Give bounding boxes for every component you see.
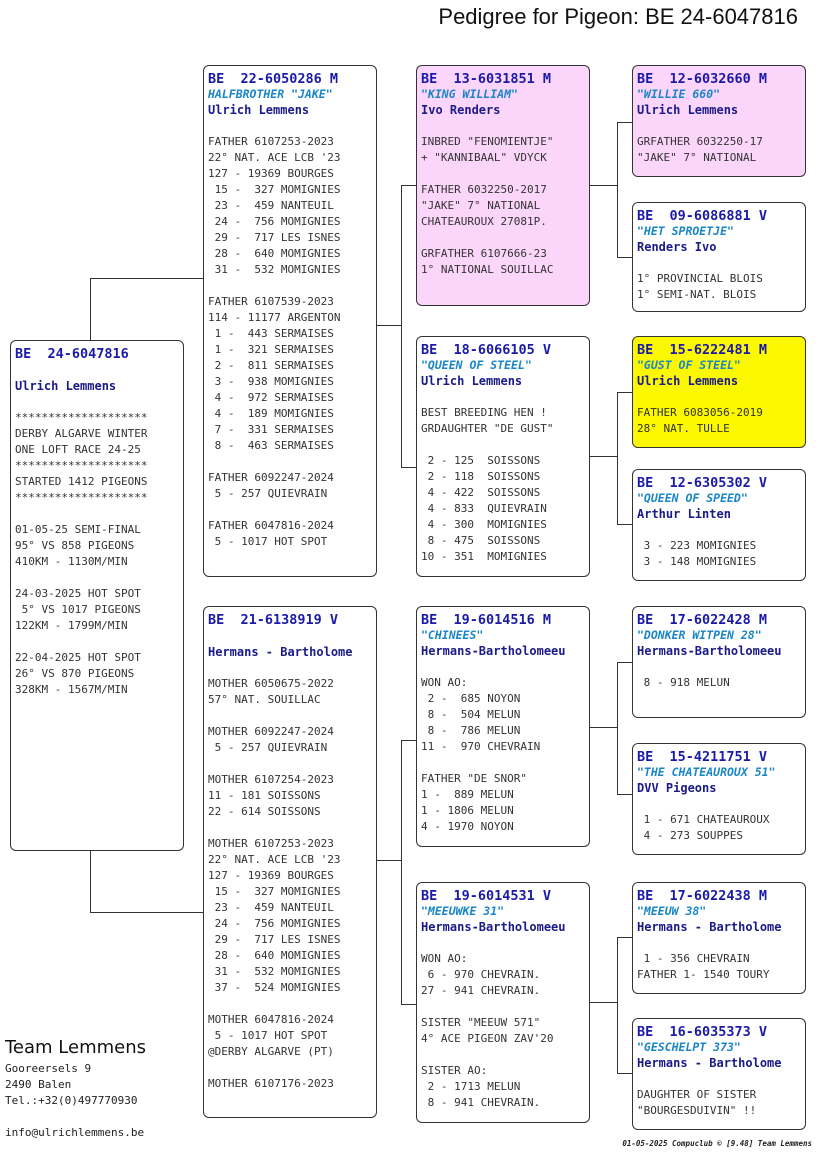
pigeon-info: 8 - 918 MELUN <box>643 676 730 689</box>
page-title: Pedigree for Pigeon: BE 24-6047816 <box>438 4 798 29</box>
footer-credit: 01-05-2025 Compuclub © [9.48] Team Lemmens <box>622 1139 812 1148</box>
maternal-grandmother-card[interactable] <box>416 882 590 1123</box>
connector-line <box>377 860 401 861</box>
connector-line <box>401 467 417 468</box>
pigeon-info: GRFATHER 6032250-17 "JAKE" 7° NATIONAL <box>637 135 763 164</box>
connector-line <box>401 185 417 186</box>
ring-number: BE 21-6138919 V <box>208 612 339 628</box>
connector-line <box>617 1073 633 1074</box>
owner-name: Hermans-Bartholomeeu <box>421 644 566 658</box>
pigeon-info: ******************** DERBY ALGARVE WINTER ONE LOFT RACE 24-25 ******************** STARTED 1412 PIGEONS ******************** 01-05-25 SEMI-FINAL 95° VS 858 PIGEONS 410KM - 1130M/MIN 24-03-2025 HOT SPOT 5° VS 1017 PIGEONS 122KM - 1799M/MIN 22-04-2025 HOT SPOT 26° VS 870 PIGEONS 328KM - 1567M/MIN <box>15 411 148 696</box>
ring-number: BE 15-6222481 M <box>637 342 768 358</box>
connector-line <box>401 185 402 467</box>
connector-line <box>617 662 633 663</box>
pigeon-info: DAUGHTER OF SISTER "BOURGESDUIVIN" !! <box>637 1088 757 1117</box>
ring-number: BE 16-6035373 V <box>637 1024 768 1040</box>
pigeon-info: WON AO: 6 - 970 CHEVRAIN. 27 - 941 CHEVRAIN. SISTER "MEEUW 571" 4° ACE PIGEON ZAV'20 SISTER AO: 2 - 1713 MELUN 8 - 941 CHEVRAIN. <box>421 952 554 1109</box>
nickname: "QUEEN OF STEEL" <box>421 358 532 372</box>
team-street: Gooreersels 9 <box>5 1062 92 1075</box>
connector-line <box>90 278 91 340</box>
ring-number: BE 19-6014516 M <box>421 612 552 628</box>
owner-name: Ulrich Lemmens <box>421 374 523 388</box>
pigeon-info: BEST BREEDING HEN ! GRDAUGHTER "DE GUST" 2 - 125 SOISSONS 2 - 118 SOISSONS 4 - 422 SOISSONS 4 - 833 QUIEVRAIN 4 - 300 MOMIGNIES 8 - 475 SOISSONS 10 - 351 MOMIGNIES <box>421 406 554 563</box>
ring-number: BE 13-6031851 M <box>421 71 552 87</box>
connector-line <box>401 740 417 741</box>
nickname: "GUST OF STEEL" <box>637 358 741 372</box>
owner-name: Ulrich Lemmens <box>637 374 739 388</box>
owner-name: Hermans-Bartholomeeu <box>637 644 782 658</box>
connector-line <box>617 662 618 794</box>
great-grandparent-card[interactable] <box>632 202 806 312</box>
connector-line <box>90 912 204 913</box>
ring-number: BE 17-6022428 M <box>637 612 768 628</box>
owner-name: Ulrich Lemmens <box>15 379 117 393</box>
pigeon-info: 1 - 671 CHATEAUROUX 4 - 273 SOUPPES <box>643 813 770 842</box>
connector-line <box>617 937 618 1073</box>
owner-name: Hermans - Bartholome <box>637 920 782 934</box>
team-city: 2490 Balen <box>5 1078 72 1091</box>
great-grandparent-card[interactable] <box>632 743 806 855</box>
mother-card[interactable] <box>203 606 377 1118</box>
team-email[interactable]: info@ulrichlemmens.be <box>5 1126 145 1139</box>
connector-line <box>617 794 633 795</box>
team-phone: Tel.:+32(0)497770930 <box>5 1094 138 1107</box>
ring-number: BE 19-6014531 V <box>421 888 552 904</box>
connector-line <box>590 727 617 728</box>
owner-name: Ulrich Lemmens <box>637 103 739 117</box>
father-card[interactable] <box>203 65 377 577</box>
connector-line <box>617 937 633 938</box>
paternal-grandfather-card[interactable] <box>416 65 590 306</box>
owner-name: Ivo Renders <box>421 103 501 117</box>
paternal-grandmother-card[interactable] <box>416 336 590 577</box>
ring-number: BE 15-4211751 V <box>637 749 768 765</box>
team-name: Team Lemmens <box>5 1037 147 1058</box>
nickname: "GESCHELPT 373" <box>637 1040 741 1054</box>
nickname: "DONKER WITPEN 28" <box>637 628 762 642</box>
pigeon-info: 1 - 356 CHEVRAIN FATHER 1- 1540 TOURY <box>637 952 770 981</box>
connector-line <box>590 1002 617 1003</box>
pigeon-info: 1° PROVINCIAL BLOIS 1° SEMI-NAT. BLOIS <box>637 272 763 301</box>
owner-name: Renders Ivo <box>637 240 717 254</box>
pigeon-info: WON AO: 2 - 685 NOYON 8 - 504 MELUN 8 - 786 MELUN 11 - 970 CHEVRAIN FATHER "DE SNOR" 1 - 889 MELUN 1 - 1806 MELUN 4 - 1970 NOYON <box>421 676 541 833</box>
pigeon-info: FATHER 6083056-2019 28° NAT. TULLE <box>637 406 763 435</box>
connector-line <box>377 325 401 326</box>
nickname: "HET SPROETJE" <box>637 224 734 238</box>
nickname: "THE CHATEAUROUX 51" <box>637 765 776 779</box>
nickname: "WILLIE 660" <box>637 87 721 101</box>
owner-name: Ulrich Lemmens <box>208 103 310 117</box>
pigeon-info: INBRED "FENOMIENTJE" + "KANNIBAAL" VDYCK FATHER 6032250-2017 "JAKE" 7° NATIONAL CHATEAUROUX 27081P. GRFATHER 6107666-23 1° NATIONAL SOUILLAC <box>421 135 554 276</box>
great-grandparent-card[interactable] <box>632 336 806 448</box>
owner-name: Hermans-Bartholomeeu <box>421 920 566 934</box>
pigeon-info: 3 - 223 MOMIGNIES 3 - 148 MOMIGNIES <box>643 539 757 568</box>
connector-line <box>401 740 402 1004</box>
connector-line <box>590 185 617 186</box>
connector-line <box>90 278 204 279</box>
great-grandparent-card[interactable] <box>632 606 806 718</box>
nickname: HALFBROTHER "JAKE" <box>208 87 333 101</box>
ring-number: BE 12-6305302 V <box>637 475 768 491</box>
ring-number: BE 17-6022438 M <box>637 888 768 904</box>
nickname: "MEEUWKE 31" <box>421 904 505 918</box>
maternal-grandfather-card[interactable] <box>416 606 590 847</box>
connector-line <box>617 122 618 257</box>
nickname: "CHINEES" <box>421 628 484 642</box>
great-grandparent-card[interactable] <box>632 882 806 994</box>
ring-number: BE 24-6047816 <box>15 346 129 362</box>
connector-line <box>617 122 633 123</box>
connector-line <box>617 392 618 524</box>
great-grandparent-card[interactable] <box>632 65 806 177</box>
connector-line <box>617 524 633 525</box>
owner-name: Hermans - Bartholome <box>208 645 353 659</box>
ring-number: BE 12-6032660 M <box>637 71 768 87</box>
connector-line <box>590 456 617 457</box>
nickname: "KING WILLIAM" <box>421 87 518 101</box>
nickname: "QUEEN OF SPEED" <box>637 491 748 505</box>
owner-name: Hermans - Bartholome <box>637 1056 782 1070</box>
nickname: "MEEUW 38" <box>637 904 707 918</box>
owner-name: DVV Pigeons <box>637 781 717 795</box>
ring-number: BE 18-6066105 V <box>421 342 552 358</box>
connector-line <box>617 257 633 258</box>
ring-number: BE 22-6050286 M <box>208 71 339 87</box>
great-grandparent-card[interactable] <box>632 469 806 581</box>
subject-pigeon-card[interactable] <box>10 340 184 851</box>
connector-line <box>401 1004 417 1005</box>
pigeon-info: MOTHER 6050675-2022 57° NAT. SOUILLAC MOTHER 6092247-2024 5 - 257 QUIEVRAIN MOTHER 6107254-2023 11 - 181 SOISSONS 22 - 614 SOISSONS MOTHER 6107253-2023 22° NAT. ACE LCB '23 127 - 19369 BOURGES 15 - 327 MOMIGNIES 23 - 459 NANTEUIL 24 - 756 MOMIGNIES 29 - 717 LES ISNES 28 - 640 MOMIGNIES 31 - 532 MOMIGNIES 37 - 524 MOMIGNIES MOTHER 6047816-2024 5 - 1017 HOT SPOT @DERBY ALGARVE (PT) MOTHER 6107176-2023 <box>208 677 341 1090</box>
ring-number: BE 09-6086881 V <box>637 208 768 224</box>
pigeon-info: FATHER 6107253-2023 22° NAT. ACE LCB '23 127 - 19369 BOURGES 15 - 327 MOMIGNIES 23 - 459 NANTEUIL 24 - 756 MOMIGNIES 29 - 717 LES ISNES 28 - 640 MOMIGNIES 31 - 532 MOMIGNIES FATHER 6107539-2023 114 - 11177 ARGENTON 1 - 443 SERMAISES 1 - 321 SERMAISES 2 - 811 SERMAISES 3 - 938 MOMIGNIES 4 - 972 SERMAISES 4 - 189 MOMIGNIES 7 - 331 SERMAISES 8 - 463 SERMAISES FATHER 6092247-2024 5 - 257 QUIEVRAIN FATHER 6047816-2024 5 - 1017 HOT SPOT <box>208 135 341 548</box>
connector-line <box>90 851 91 912</box>
great-grandparent-card[interactable] <box>632 1018 806 1130</box>
connector-line <box>617 392 633 393</box>
owner-name: Arthur Linten <box>637 507 731 521</box>
